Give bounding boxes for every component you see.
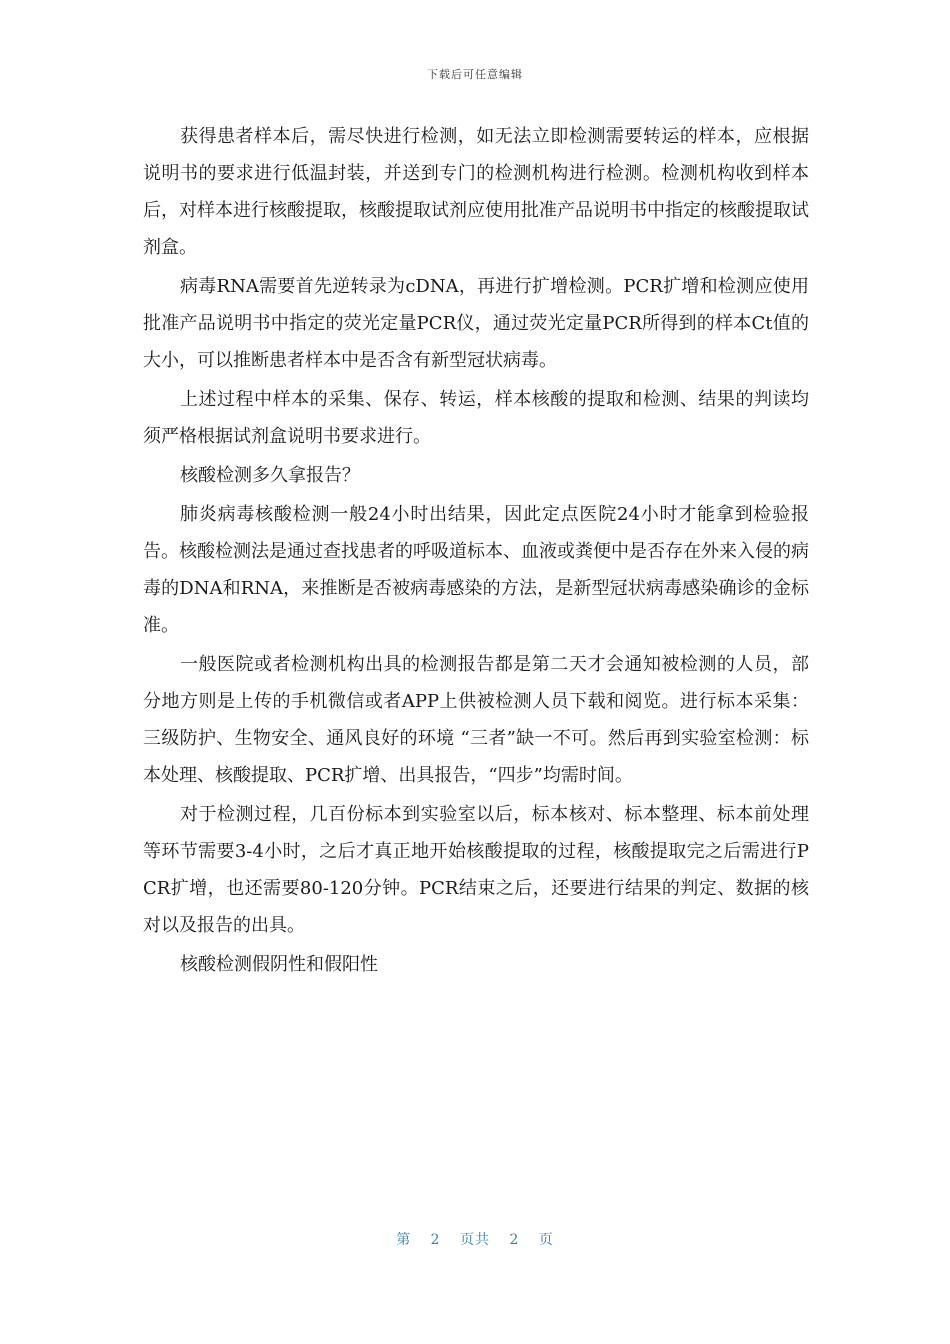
paragraph-testing-process: 对于检测过程，几百份标本到实验室以后，标本核对、标本整理、标本前处理等环节需要3-4小时，之后才真正地开始核酸提取的过程，核酸提取完之后需进行PCR扩增，也还需要80-120分钟。PCR结束之后，还要进行结果的判定、数据的核对以及报告的出具。 [143,804,809,936]
section-heading-false-results: 核酸检测假阴性和假阳性 [180,954,378,975]
paragraph-sample-handling: 获得患者样本后，需尽快进行检测，如无法立即检测需要转运的样本，应根据说明书的要求进行低温封装，并送到专门的检测机构进行检测。检测机构收到样本后，对样本进行核酸提取，核酸提取试剂应使用批准产品说明书中指定的核酸提取试剂盒。 [143,126,809,258]
section-heading-report-time: 核酸检测多久拿报告？ [180,465,360,486]
document-body [143,118,809,983]
paragraph-report-delivery: 一般医院或者检测机构出具的检测报告都是第二天才会通知被检测的人员，部分地方则是上传的手机微信或者APP上供被检测人员下载和阅览。进行标本采集：三级防护、生物安全、通风良好的环境 “三者”缺一不可。然后再到实验室检测：标本处理、核酸提取、PCR扩增、出具报告，“四步”均需时间。 [143,654,809,786]
paragraph-rna-pcr: 病毒RNA需要首先逆转录为cDNA，再进行扩增检测。PCR扩增和检测应使用批准产品说明书中指定的荧光定量PCR仪，通过荧光定量PCR所得到的样本Ct值的大小，可以推断患者样本中是否含有新型冠状病毒。 [143,276,809,371]
paragraph-process-requirements: 上述过程中样本的采集、保存、转运，样本核酸的提取和检测、结果的判读均须严格根据试剂盒说明书要求进行。 [143,389,809,447]
page-header: 下载后可任意编辑 [427,68,523,81]
paragraph-result-time: 肺炎病毒核酸检测一般24小时出结果，因此定点医院24小时才能拿到检验报告。核酸检测法是通过查找患者的呼吸道标本、血液或粪便中是否存在外来入侵的病毒的DNA和RNA，来推断是否被病毒感染的方法，是新型冠状病毒感染确诊的金标准。 [143,504,809,636]
page-number-footer: 第 2 页共 2 页 [396,1232,554,1248]
